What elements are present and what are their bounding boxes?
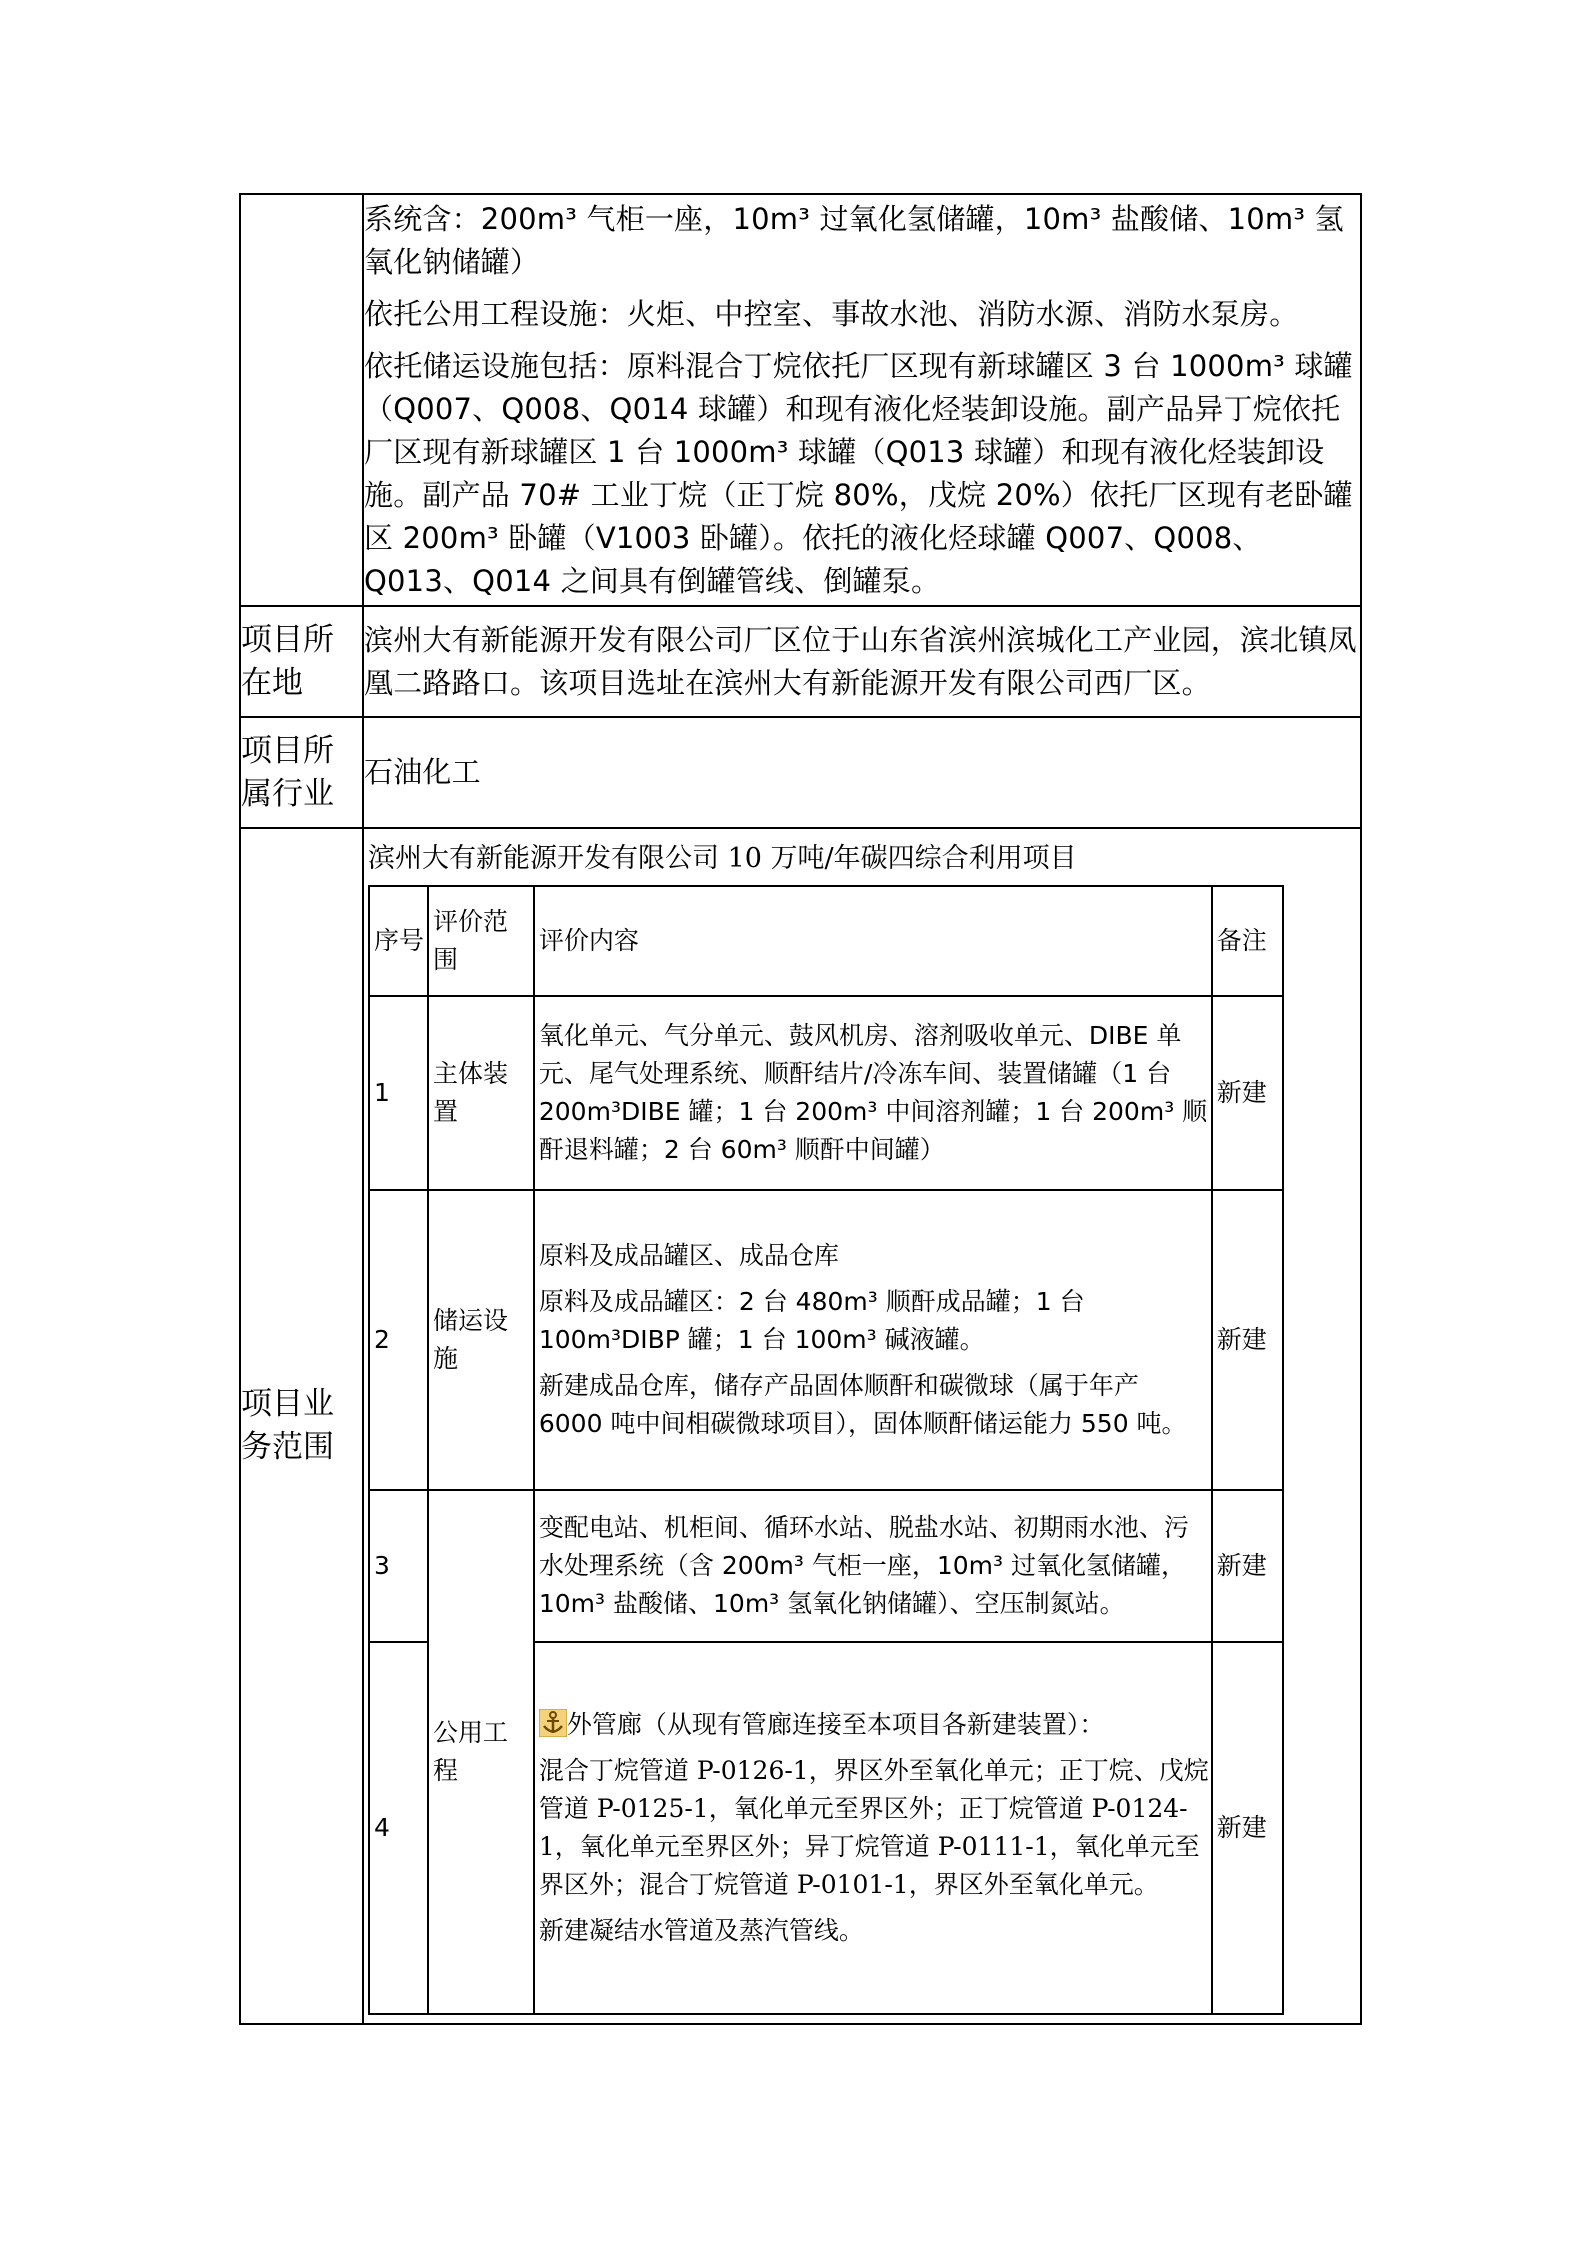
row-remark: 新建 (1212, 1190, 1283, 1490)
location-label: 项目所在地 (240, 606, 363, 717)
row-content (534, 1642, 1212, 2014)
location-text: 滨州大有新能源开发有限公司厂区位于山东省滨州滨城化工产业园，滨北镇凤凰二路路口。该项目选址在滨州大有新能源开发有限公司西厂区。 (364, 622, 1357, 700)
header-range: 评价范围 (428, 886, 534, 996)
row-no: 4 (369, 1642, 428, 2014)
row-range: 主体装置 (428, 996, 534, 1190)
scope-table (368, 885, 1284, 2015)
row-range: 公用工程 (428, 1490, 534, 2014)
industry-label: 项目所属行业 (240, 717, 363, 828)
row-scope (240, 828, 1361, 2024)
anchor-icon (539, 1709, 567, 1737)
pipe-rack-text: 外管廊（从现有管廊连接至本项目各新建装置）： (566, 1710, 1105, 1739)
pipeline-list: 混合丁烷管道 P-0126-1，界区外至氧化单元；正丁烷、戊烷管道 P-0125-1，氧化单元至界区外；正丁烷管道 P-0124-1，氧化单元至界区外；异丁烷管道 P-0111-1，氧化单元至界区外；混合丁烷管道 P-0101-1，界区外至氧化单元。 (538, 1756, 1209, 1899)
storage-line-3: 新建成品仓库，储存产品固体顺酐和碳微球（属于年产 6000 吨中间相碳微球项目），固体顺酐储运能力 550 吨。 (538, 1371, 1187, 1438)
row-range: 储运设施 (428, 1190, 534, 1490)
scope-title: 滨州大有新能源开发有限公司 10 万吨/年碳四综合利用项目 (368, 843, 1077, 874)
condensate-line: 新建凝结水管道及蒸汽管线。 (538, 1916, 864, 1945)
row-content: 氧化单元、气分单元、鼓风机房、溶剂吸收单元、DIBE 单元、尾气处理系统、顺酐结片/冷冻车间、装置储罐（1 台 200m³DIBE 罐；1 台 200m³ 中间溶剂罐；1 台 200m³ 顺酐退料罐；2 台 60m³ 顺酐中间罐） (534, 996, 1212, 1190)
row-no: 3 (369, 1490, 428, 1642)
storage-line-2: 原料及成品罐区：2 台 480m³ 顺酐成品罐；1 台 100m³DIBP 罐；1 台 100m³ 碱液罐。 (538, 1287, 1085, 1354)
table-row (369, 1490, 1283, 1642)
scope-label: 项目业务范围 (240, 828, 363, 2024)
row-location (240, 606, 1361, 717)
industry-text: 石油化工 (364, 755, 481, 789)
scope-header-row (369, 886, 1283, 996)
storage-line-1: 原料及成品罐区、成品仓库 (538, 1241, 839, 1270)
table-row (369, 1190, 1283, 1490)
header-remark: 备注 (1212, 886, 1283, 996)
storage-support-paragraph: 依托储运设施包括：原料混合丁烷依托厂区现有新球罐区 3 台 1000m³ 球罐（Q007、Q008、Q014 球罐）和现有液化烃装卸设施。副产品异丁烷依托厂区现有新球罐区 1 台 1000m³ 球罐（Q013 球罐）和现有液化烃装卸设施。副产品 70# 工业丁烷（正丁烷 80%，戊烷 20%）依托厂区现有老卧罐区 200m³ 卧罐（V1003 卧罐）。依托的液化烃球罐 Q007、Q008、Q013、Q014 之间具有倒罐管线、倒罐泵。 (364, 348, 1353, 598)
pipe-rack-line (539, 1706, 1209, 1744)
row-remark: 新建 (1212, 1642, 1283, 2014)
row-system-content (240, 194, 1361, 606)
industry-cell (363, 717, 1361, 828)
row-industry (240, 717, 1361, 828)
row-content: 变配电站、机柜间、循环水站、脱盐水站、初期雨水池、污水处理系统（含 200m³ 气柜一座，10m³ 过氧化氢储罐，10m³ 盐酸储、10m³ 氢氧化钠储罐）、空压制氮站。 (534, 1490, 1212, 1642)
row-remark: 新建 (1212, 1490, 1283, 1642)
scope-cell (363, 828, 1361, 2024)
location-cell (363, 606, 1361, 717)
row-content (534, 1190, 1212, 1490)
row-no: 2 (369, 1190, 428, 1490)
project-info-table (239, 193, 1362, 2025)
system-paragraph: 系统含：200m³ 气柜一座，10m³ 过氧化氢储罐，10m³ 盐酸储、10m³ 氢氧化钠储罐） (364, 201, 1344, 279)
row-no: 1 (369, 996, 428, 1190)
header-no: 序号 (369, 886, 428, 996)
header-content: 评价内容 (534, 886, 1212, 996)
system-content-cell (363, 194, 1361, 606)
utility-support-paragraph: 依托公用工程设施：火炬、中控室、事故水池、消防水源、消防水泵房。 (364, 296, 1299, 331)
empty-label-cell (240, 194, 363, 606)
table-row (369, 996, 1283, 1190)
row-remark: 新建 (1212, 996, 1283, 1190)
